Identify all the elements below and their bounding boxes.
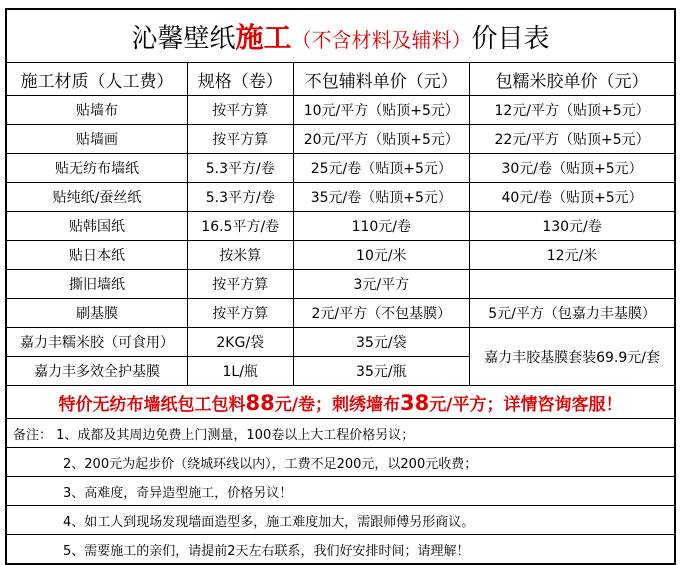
table-cell: 10元/平方（贴顶+5元）: [293, 96, 470, 125]
table-cell: 贴日本纸: [6, 241, 187, 270]
note-row: [6, 477, 675, 506]
table-cell: 按平方算: [187, 299, 293, 328]
table-cell: [470, 270, 675, 299]
table-cell: 贴韩国纸: [6, 212, 187, 241]
table-cell: 1L/瓶: [187, 357, 293, 386]
table-cell: 贴墙布: [6, 96, 187, 125]
column-header: 施工材质（人工费）: [6, 63, 187, 96]
note-row: [6, 535, 675, 565]
note: 5、需要施工的亲们，请提前2天左右联系，我们好安排时间；请理解！: [6, 535, 675, 565]
table-row: [6, 270, 675, 299]
table-cell: 嘉力丰多效全护基膜: [6, 357, 187, 386]
table-cell: 16.5平方/卷: [187, 212, 293, 241]
promo-part: 特价无纺布墙纸包工包料: [58, 394, 246, 415]
table-cell: 按平方算: [187, 270, 293, 299]
table-row: [6, 96, 675, 125]
page-title: [6, 9, 675, 63]
table-cell: 贴纯纸/蚕丝纸: [6, 183, 187, 212]
title-row: [6, 9, 675, 63]
title-highlight: 施工: [235, 21, 292, 54]
table-cell: 30元/卷（贴顶+5元）: [470, 154, 675, 183]
table-cell: 22元/平方（贴顶+5元）: [470, 125, 675, 154]
note: 备注： 1、成都及其周边免费上门测量，100卷以上大工程价格另议；: [6, 419, 675, 448]
title-note: （不含材料及辅料）: [291, 28, 472, 52]
table-cell: 5.3平方/卷: [187, 183, 293, 212]
column-header: 不包辅料单价（元）: [293, 63, 470, 96]
table-cell: 按平方算: [187, 96, 293, 125]
column-header: 规格（卷）: [187, 63, 293, 96]
table-cell: 20元/平方（贴顶+5元）: [293, 125, 470, 154]
promo-row: [6, 386, 675, 419]
table-cell: 2KG/袋: [187, 328, 293, 357]
table-cell: 按米算: [187, 241, 293, 270]
table-row: [6, 154, 675, 183]
table-cell: 35元/卷（贴顶+5元）: [293, 183, 470, 212]
table-cell: 110元/卷: [293, 212, 470, 241]
table-cell: 5.3平方/卷: [187, 154, 293, 183]
table-cell: 撕旧墙纸: [6, 270, 187, 299]
title-part: 沁馨壁纸: [131, 24, 236, 54]
table-row: [6, 183, 675, 212]
promo-part: 元/卷；刺绣墙布: [274, 394, 400, 415]
note: 4、如工人到现场发现墙面造型多，施工难度加大，需跟师傅另形商议。: [6, 506, 675, 535]
table-cell: 嘉力丰糯米胶（可食用）: [6, 328, 187, 357]
title-part: 价目表: [471, 24, 550, 54]
note-row: [6, 448, 675, 477]
table-cell: 12元/米: [470, 241, 675, 270]
table-cell: 40元/卷（贴顶+5元）: [470, 183, 675, 212]
promo-price: 88: [245, 390, 275, 415]
table-cell: 嘉力丰胶基膜套装69.9元/套: [470, 328, 675, 386]
table-cell: 2元/平方（不包基膜）: [293, 299, 470, 328]
header-row: [6, 63, 675, 96]
note: 2、200元为起步价（绕城环线以内），工费不足200元，以200元收费；: [6, 448, 675, 477]
note-row: [6, 419, 675, 448]
table-cell: 12元/平方（贴顶+5元）: [470, 96, 675, 125]
table-cell: 贴无纺布墙纸: [6, 154, 187, 183]
table-row: [6, 299, 675, 328]
table-cell: 35元/袋: [293, 328, 470, 357]
table-cell: 130元/卷: [470, 212, 675, 241]
promo-part: 元/平方；详情咨询客服！: [429, 394, 623, 415]
promo-price: 38: [400, 390, 430, 415]
table-cell: 3元/平方: [293, 270, 470, 299]
table-cell: 刷基膜: [6, 299, 187, 328]
table-cell: 10元/米: [293, 241, 470, 270]
promo-text: [6, 386, 675, 419]
table-row: [6, 328, 675, 357]
table-row: [6, 241, 675, 270]
table-cell: 35元/瓶: [293, 357, 470, 386]
note-row: [6, 506, 675, 535]
table-cell: 按平方算: [187, 125, 293, 154]
table-row: [6, 125, 675, 154]
price-table: [5, 8, 676, 565]
table-cell: 25元/卷（贴顶+5元）: [293, 154, 470, 183]
table-cell: 5元/平方（包嘉力丰基膜）: [470, 299, 675, 328]
table-row: [6, 212, 675, 241]
column-header: 包糯米胶单价（元）: [470, 63, 675, 96]
note: 3、高难度，奇异造型施工，价格另议！: [6, 477, 675, 506]
table-cell: 贴墙画: [6, 125, 187, 154]
